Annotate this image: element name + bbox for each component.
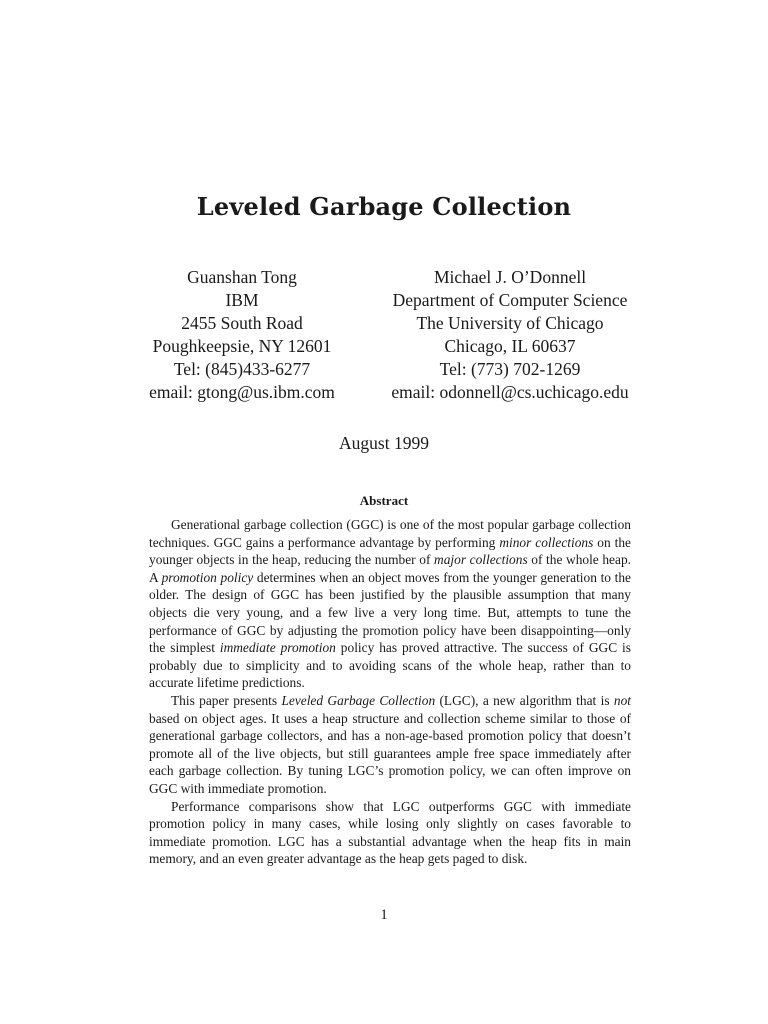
- paper-title: Leveled Garbage Collection: [196, 192, 572, 221]
- author-1-city: Poughkeepsie, NY 12601: [152, 336, 332, 356]
- emphasis-promotion-policy: promotion policy: [161, 569, 254, 585]
- author-2-department: Department of Computer Science: [392, 290, 628, 310]
- abstract-paragraph-1: [149, 516, 631, 692]
- text-run: Generational garbage collection (GGC) is one of the most popular garbage collection techniques. GGC gains a performance advantage by performing: [149, 517, 631, 550]
- text-run: determines when an object moves from the younger generation to the older. The design of GGC has been justified by the plausible assumption that many objects die very young, and a few live a very long time. But, attempts to tune the performance of GGC by adjusting the promotion policy have been disappointing—only the simplest: [149, 569, 631, 656]
- abstract-body: [149, 516, 631, 868]
- author-1-affiliation: IBM: [225, 290, 259, 310]
- text-run: This paper presents: [171, 692, 282, 708]
- page-number: 1: [380, 907, 388, 923]
- text-run: based on object ages. It uses a heap structure and collection scheme similar to those of generational garbage collectors, and has a non-age-based promotion policy that doesn’t promote all of the live objects, but still guarantees ample free space immediately after each garbage collection. By tuning LGC’s promotion policy, we can often improve on GGC with immediate promotion.: [149, 710, 631, 796]
- author-1-name: Guanshan Tong: [187, 267, 297, 287]
- author-1-street: 2455 South Road: [181, 313, 303, 333]
- emphasis-major-collections: major collections: [434, 552, 528, 568]
- author-1-email: email: gtong@us.ibm.com: [149, 382, 335, 402]
- abstract-heading: Abstract: [359, 493, 409, 508]
- author-2: [370, 266, 650, 404]
- author-1-phone: Tel: (845)433-6277: [173, 359, 311, 379]
- abstract-paragraph-2: [149, 692, 631, 798]
- emphasis-minor-collections: minor collections: [499, 534, 594, 550]
- emphasis-leveled-garbage-collection: Leveled Garbage Collection: [281, 692, 436, 708]
- author-2-email: email: odonnell@cs.uchicago.edu: [391, 382, 629, 402]
- author-2-city: Chicago, IL 60637: [444, 336, 576, 356]
- publication-date: August 1999: [339, 433, 429, 453]
- emphasis-not: not: [613, 692, 631, 708]
- author-2-name: Michael J. O’Donnell: [433, 267, 587, 287]
- text-run: policy has proved attractive. The success of GGC is probably due to simplicity and to avoiding scans of the whole heap, rather than to accurate lifetime predictions.: [149, 640, 631, 691]
- text-run: of the whole heap. A: [149, 552, 631, 585]
- author-2-phone: Tel: (773) 702-1269: [439, 359, 581, 379]
- text-run: on the younger objects in the heap, reducing the number of: [149, 534, 631, 568]
- text-run: (LGC), a new algorithm that is: [435, 692, 614, 708]
- author-1: [130, 266, 354, 404]
- author-2-affiliation: The University of Chicago: [416, 313, 604, 333]
- emphasis-immediate-promotion: immediate promotion: [219, 640, 336, 656]
- abstract-paragraph-3: Performance comparisons show that LGC outperforms GGC with immediate promotion policy in many cases, while losing only slightly on cases favorable to immediate promotion. LGC has a substantial advantage when the heap fits in main memory, and an even greater advantage as the heap gets paged to disk.: [149, 798, 631, 867]
